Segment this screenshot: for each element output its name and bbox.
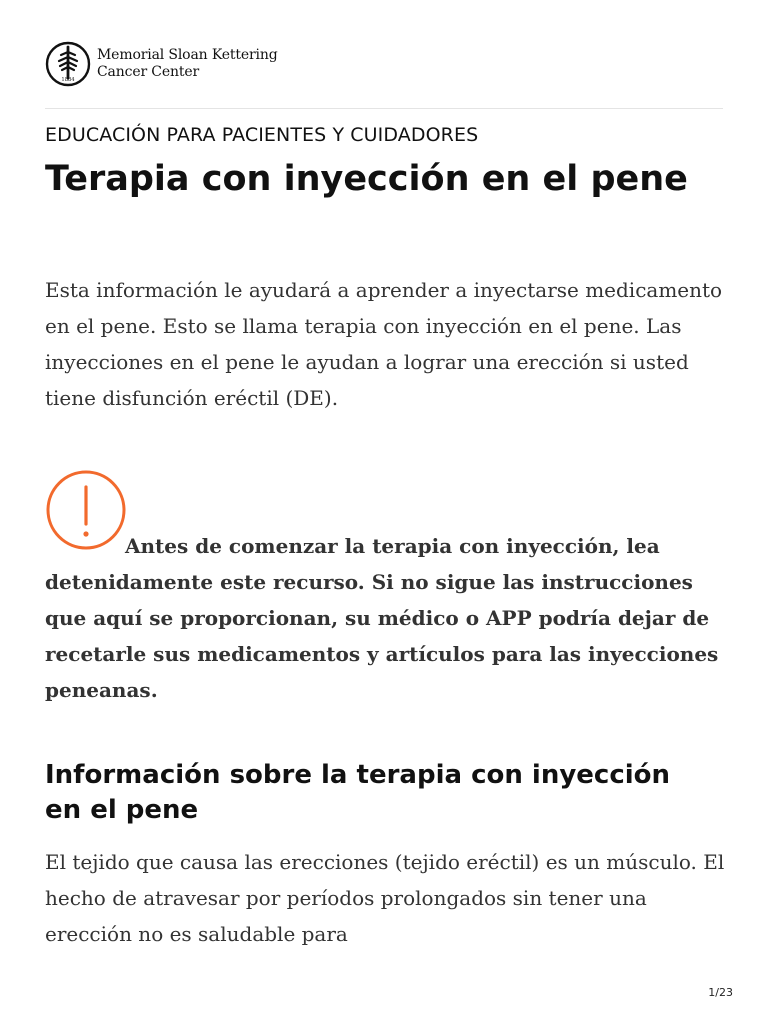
warning-text: Antes de comenzar la terapia con inyección, lea detenidamente este recurso. Si no sigue las instrucciones que aquí se proporcionan, su médico o APP podría dejar de recetarle sus medicamentos y artículos para las inyecciones peneanas. bbox=[45, 534, 719, 702]
msk-tree-logo-icon bbox=[45, 40, 91, 88]
section-heading: Información sobre la terapia con inyección en el pene bbox=[45, 760, 671, 825]
warning-callout bbox=[45, 528, 735, 708]
site-header bbox=[45, 40, 725, 90]
organization-name-line-1: Memorial Sloan Kettering bbox=[97, 47, 278, 63]
warning-indent bbox=[45, 552, 125, 553]
logo-year: 1884 bbox=[61, 77, 75, 83]
intro-paragraph: Esta información le ayudará a aprender a inyectarse medicamento en el pene. Esto se llama terapia con inyección en el pene. Las inyecciones en el pene le ayudan a lograr una erección si usted tiene disfunción eréctil (DE). bbox=[45, 278, 723, 410]
page-number: 1/23 bbox=[708, 986, 733, 999]
header-divider bbox=[45, 108, 723, 109]
organization-name-line-2: Cancer Center bbox=[97, 64, 200, 80]
document-category: EDUCACIÓN PARA PACIENTES Y CUIDADORES bbox=[45, 124, 479, 146]
section-body: El tejido que causa las erecciones (tejido eréctil) es un músculo. El hecho de atravesar por períodos prolongados sin tener una erección no es saludable para bbox=[45, 850, 725, 946]
page-title: Terapia con inyección en el pene bbox=[45, 159, 688, 199]
organization-name bbox=[97, 47, 278, 81]
